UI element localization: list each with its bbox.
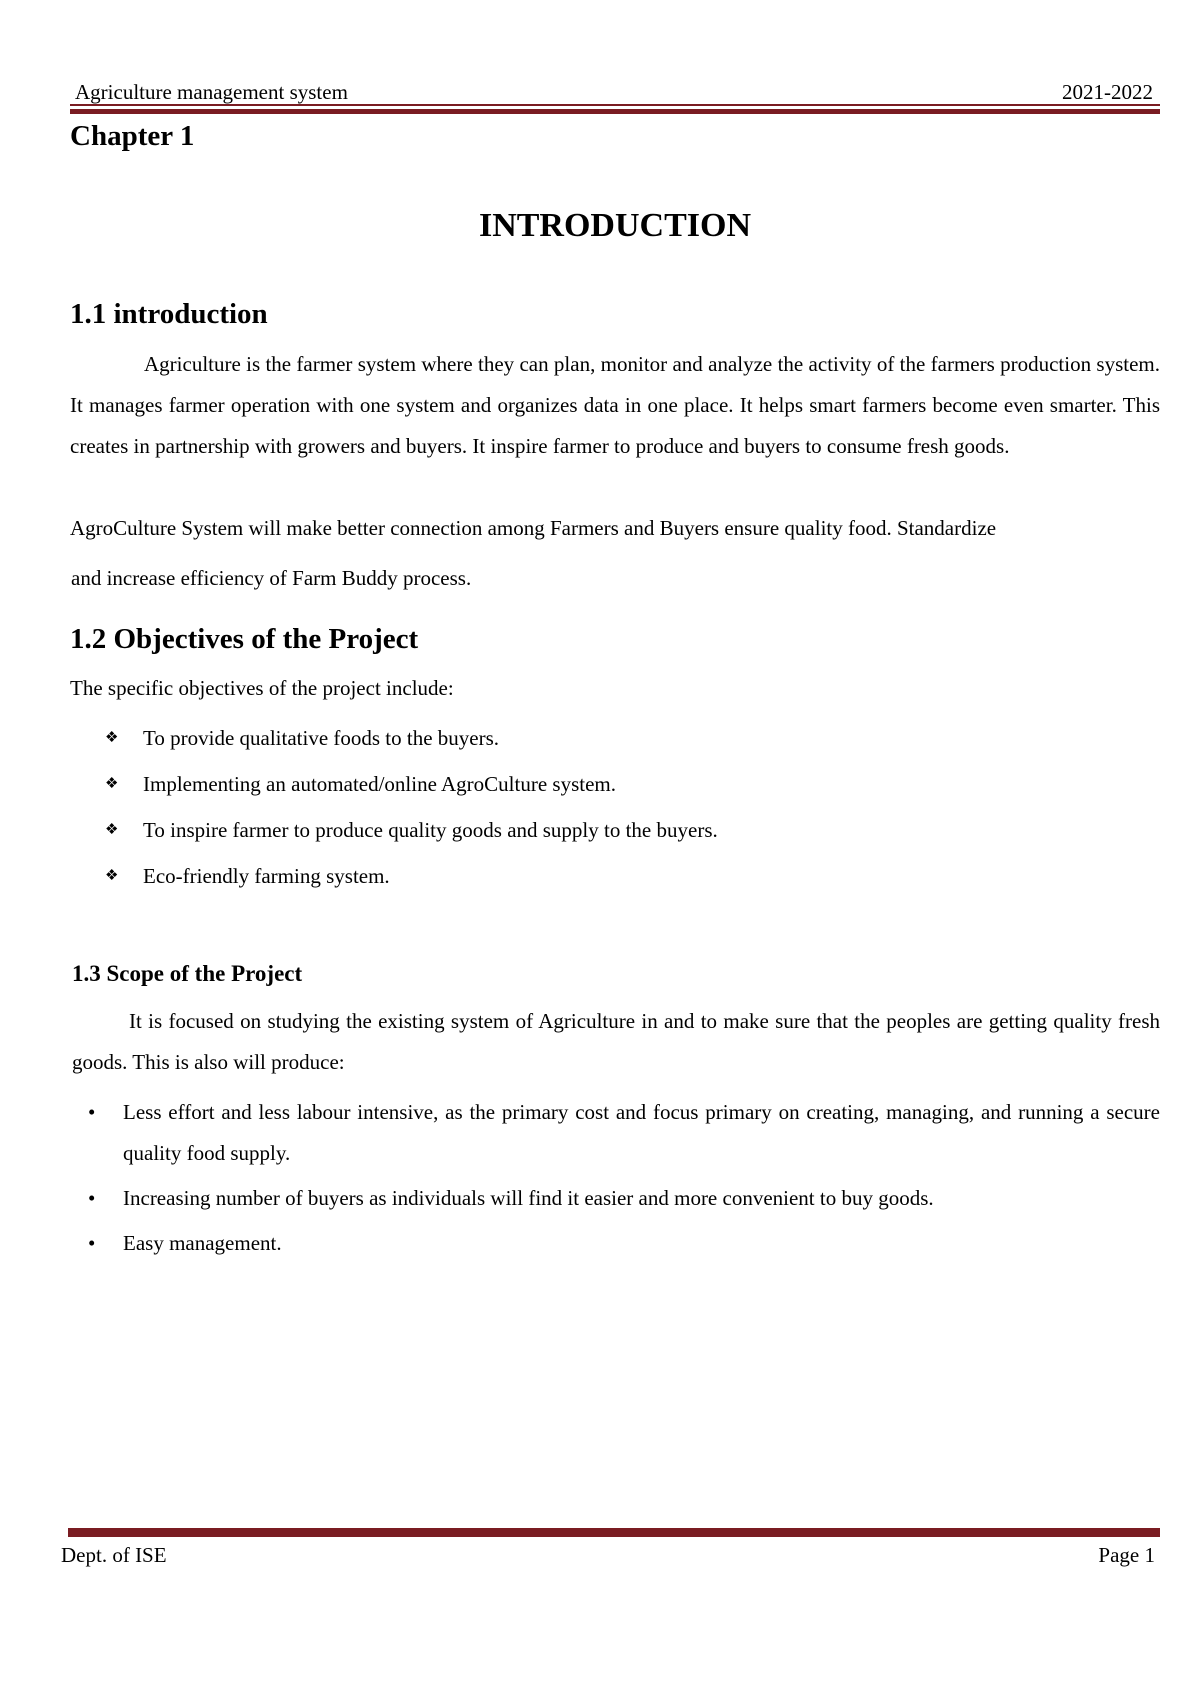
- page-number: Page 1: [1098, 1543, 1155, 1567]
- footer-rule: [68, 1528, 1160, 1537]
- header-project-title: Agriculture management system: [75, 80, 348, 104]
- list-item: • Less effort and less labour intensive, as the primary cost and focus primary on creating, managing, and running a secure quality food supply.: [85, 1092, 1160, 1174]
- footer-department: Dept. of ISE: [61, 1543, 167, 1567]
- section-1-1-paragraph: Agriculture is the farmer system where they can plan, monitor and analyze the activity of the farmers production system. It manages farmer operation with one system and organizes data in one place. It helps smart farmers become even smarter. This creates in partnership with growers and buyers. It inspire farmer to produce and buyers to consume fresh goods.: [70, 352, 1160, 458]
- bullet-icon: •: [88, 1100, 96, 1124]
- page-title: INTRODUCTION: [478, 207, 752, 244]
- list-item: ❖ To inspire farmer to produce quality goods and supply to the buyers.: [105, 814, 1160, 860]
- list-item: • Easy management.: [85, 1223, 1160, 1264]
- diamond-bullet-icon: ❖: [105, 776, 119, 792]
- diamond-bullet-icon: ❖: [105, 730, 119, 746]
- section-1-2-heading: 1.2 Objectives of the Project: [70, 623, 419, 655]
- objectives-list: [105, 722, 1160, 906]
- objectives-intro: The specific objectives of the project include:: [70, 676, 454, 700]
- section-1-3-paragraph: It is focused on studying the existing system of Agriculture in and to make sure that the peoples are getting quality fresh goods. This is also will produce:: [72, 1009, 1160, 1074]
- header-rule: [70, 104, 1160, 114]
- list-item: ❖ To provide qualitative foods to the buyers.: [105, 722, 1160, 768]
- section-1-1-paragraph-2-line-1: AgroCulture System will make better connection among Farmers and Buyers ensure quality food. Standardize: [70, 516, 997, 540]
- section-1-1-heading: 1.1 introduction: [70, 298, 268, 330]
- list-item: • Increasing number of buyers as individuals will find it easier and more convenient to buy goods.: [85, 1178, 1160, 1219]
- section-1-1-paragraph-2-line-2: and increase efficiency of Farm Buddy process.: [71, 566, 472, 590]
- section-1-3-heading: 1.3 Scope of the Project: [72, 961, 303, 986]
- diamond-bullet-icon: ❖: [105, 822, 119, 838]
- header-rule-thick: [70, 109, 1160, 114]
- list-item: ❖ Implementing an automated/online AgroCulture system.: [105, 768, 1160, 814]
- chapter-label: Chapter 1: [70, 120, 195, 152]
- bullet-icon: •: [88, 1231, 96, 1255]
- bullet-icon: •: [88, 1186, 96, 1210]
- diamond-bullet-icon: ❖: [105, 868, 119, 884]
- list-item: ❖ Eco-friendly farming system.: [105, 860, 1160, 906]
- scope-list: [85, 1092, 1160, 1268]
- header-academic-year: 2021-2022: [1062, 80, 1153, 104]
